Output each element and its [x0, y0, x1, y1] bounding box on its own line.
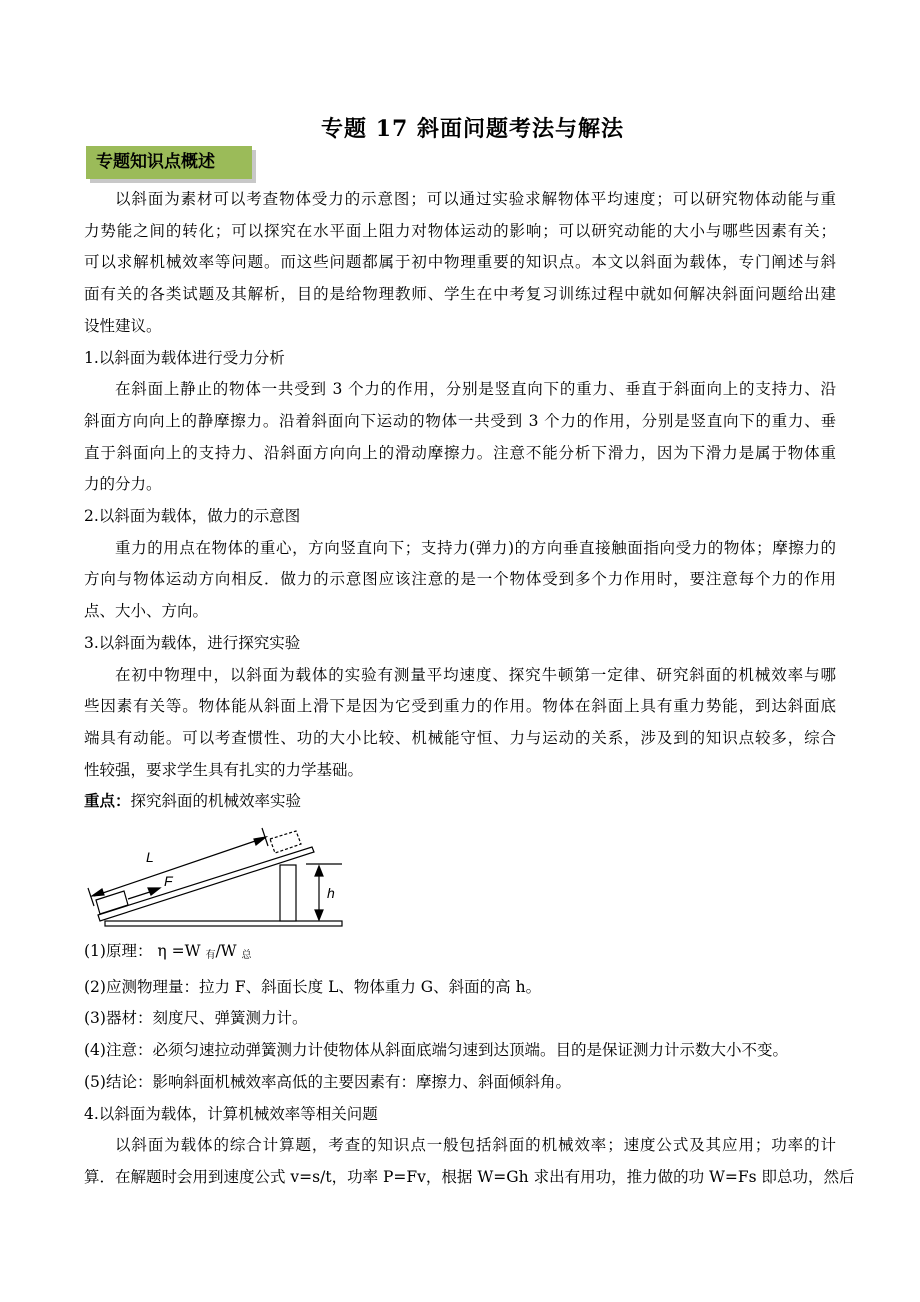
key-label: 重点： [84, 792, 131, 811]
section-heading: 4.以斜面为载体，计算机械效率等相关问题 [84, 1104, 378, 1123]
subscript-useful: 有 [205, 950, 216, 962]
key-text: 探究斜面的机械效率实验 [130, 792, 302, 811]
principle-item [84, 936, 836, 972]
text-line: 在斜面上静止的物体一共受到 3 个力的作用，分别是竖直向下的重力、垂直于斜面向上的支持力、沿 [115, 380, 836, 399]
text-line: 设性建议。 [84, 316, 162, 335]
text-line: 在初中物理中，以斜面为载体的实验有测量平均速度、探究牛顿第一定律、研究斜面的机械效率与哪 [115, 665, 836, 684]
text-line: 可以求解机械效率等问题。而这些问题都属于初中物理重要的知识点。本文以斜面为载体，专门阐述与斜 [84, 253, 836, 272]
subscript-total: 总 [241, 950, 252, 962]
text-line: 以斜面为载体的综合计算题，考查的知识点一般包括斜面的机械效率；速度公式及其应用；功率的计 [115, 1136, 836, 1155]
length-arrow [94, 838, 264, 896]
label-L: L [146, 849, 154, 866]
text-line: 算．在解题时会用到速度公式 v=s/t，功率 P=Fv，根据 W=Gh 求出有用功，推力做的功 W=Fs 即总功，然后 [84, 1167, 855, 1186]
intro-paragraph [84, 184, 836, 343]
text-line: 端具有动能。可以考查惯性、功的大小比较、机械能守恒、力与运动的关系，涉及到的知识点较多，综合 [84, 728, 836, 747]
principle-text: (1)原理： η =W [84, 942, 206, 961]
incline-diagram [84, 824, 384, 936]
text-line: 力的分力。 [84, 475, 162, 494]
section-heading: 2.以斜面为载体，做力的示意图 [84, 507, 301, 526]
list-item: (3)器材：刻度尺、弹簧测力计。 [84, 1009, 308, 1028]
page-title [0, 112, 920, 143]
key-point [84, 786, 836, 818]
base-board [105, 921, 342, 926]
section-heading: 1.以斜面为载体进行受力分析 [84, 348, 285, 367]
text-line: 方向与物体运动方向相反．做力的示意图应该注意的是一个物体受到多个力作用时，要注意每个力的作用 [84, 570, 836, 589]
principle-mid: /W [215, 942, 242, 961]
section-badge: 专题知识点概述 [86, 146, 252, 179]
text-line: 以斜面为素材可以考查物体受力的示意图；可以通过实验求解物体平均速度；可以研究物体动能与重 [115, 190, 836, 208]
text-line: 力势能之间的转化；可以探究在水平面上阻力对物体运动的影响；可以研究动能的大小与哪些因素有关； [84, 221, 836, 240]
text-line: 直于斜面向上的支持力、沿斜面方向向上的滑动摩擦力。注意不能分析下滑力，因为下滑力是属于物体重 [84, 443, 836, 462]
title-text: 专题 17 斜面问题考法与解法 [321, 116, 624, 142]
list-item: (2)应测物理量：拉力 F、斜面长度 L、物体重力 G、斜面的高 h。 [84, 977, 542, 996]
support-block [280, 865, 296, 921]
text-line: 点、大小、方向。 [84, 602, 209, 621]
text-line: 重力的用点在物体的重心，方向竖直向下；支持力(弹力)的方向垂直接触面指向受力的物体；摩擦力的 [115, 538, 836, 557]
dashed-block [270, 831, 301, 853]
list-item: (5)结论：影响斜面机械效率高低的主要因素有：摩擦力、斜面倾斜角。 [84, 1072, 571, 1091]
text-line: 面有关的各类试题及其解析，目的是给物理教师、学生在中考复习训练过程中就如何解决斜面问题给出建 [84, 285, 836, 304]
text-line: 些因素有关等。物体能从斜面上滑下是因为它受到重力的作用。物体在斜面上具有重力势能，到达斜面底 [84, 697, 836, 716]
label-h: h [327, 885, 335, 902]
document-body [84, 184, 855, 1194]
label-F: F [164, 873, 173, 890]
section-heading: 3.以斜面为载体，进行探究实验 [84, 633, 301, 652]
text-line: 斜面方向向上的静摩擦力。沿着斜面向下运动的物体一共受到 3 个力的作用，分别是竖直向下的重力、垂 [84, 411, 836, 430]
list-item: (4)注意：必须匀速拉动弹簧测力计使物体从斜面底端匀速到达顶端。目的是保证测力计示数大小不变。 [84, 1041, 788, 1060]
text-line: 性较强，要求学生具有扎实的力学基础。 [84, 760, 364, 779]
